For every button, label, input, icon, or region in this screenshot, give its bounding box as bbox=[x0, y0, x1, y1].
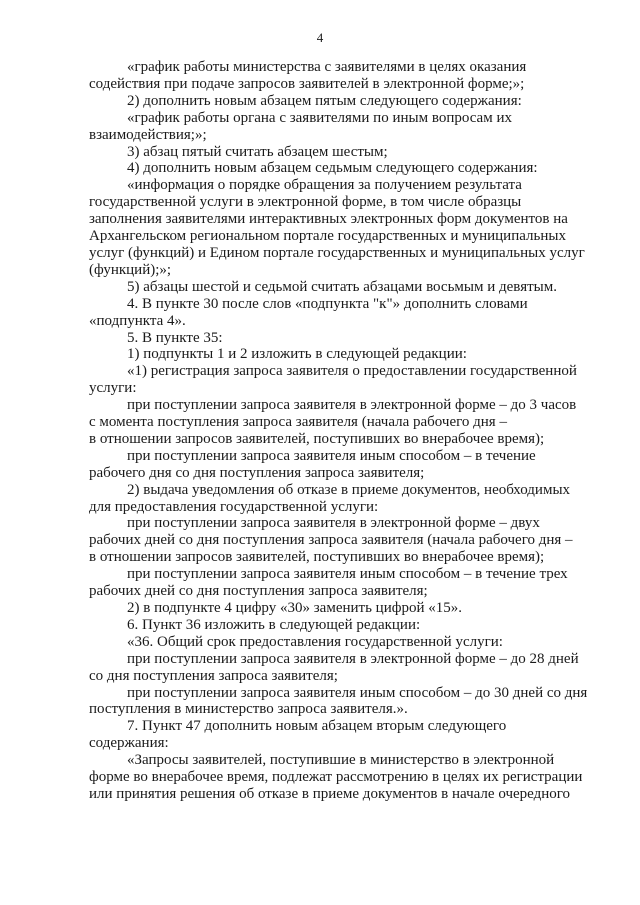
document-paragraph: при поступлении запроса заявителя в электронной форме – двух рабочих дней со дня поступления запроса заявителя (начала рабочего дня – в отношении запросов заявителей, поступивших во внерабочее время); bbox=[89, 515, 573, 566]
document-paragraph: «информация о порядке обращения за получением результата государственной услуги в электронной форме, в том числе образцы заполнения заявителями интерактивных электронных форм документов на Архангельском региональном портале государственных и муниципальных услуг (функций) и Едином портале государственных и муниципальных услуг (функций);»; bbox=[89, 177, 585, 278]
document-paragraph: «1) регистрация запроса заявителя о предоставлении государственной услуги: bbox=[89, 363, 577, 397]
document-paragraph: 2) в подпункте 4 цифру «30» заменить цифрой «15». bbox=[127, 600, 462, 616]
document-paragraph: 2) дополнить новым абзацем пятым следующего содержания: bbox=[127, 92, 522, 109]
document-paragraph: при поступлении запроса заявителя иным способом – до 30 дней со дня поступления в министерство запроса заявителя.». bbox=[89, 684, 588, 718]
document-paragraph: «36. Общий срок предоставления государственной услуги: bbox=[127, 633, 503, 650]
document-paragraph: при поступлении запроса заявителя в электронной форме – до 28 дней со дня поступления запроса заявителя; bbox=[89, 650, 579, 684]
document-paragraph: при поступлении запроса заявителя в электронной форме – до 3 часов с момента поступления запроса заявителя (начала рабочего дня – в отношении запросов заявителей, поступивших во внерабочее время); bbox=[89, 397, 577, 447]
document-paragraph: 4) дополнить новым абзацем седьмым следующего содержания: bbox=[127, 160, 538, 177]
document-paragraph: при поступлении запроса заявителя иным способом – в течение трех рабочих дней со дня поступления запроса заявителя; bbox=[89, 566, 568, 600]
document-paragraph: «Запросы заявителей, поступившие в министерство в электронной форме во внерабочее время, подлежат рассмотрению в целях их регистрации или принятия решения об отказе в приеме документов в начале очередного bbox=[89, 752, 583, 802]
document-paragraph: 3) абзац пятый считать абзацем шестым; bbox=[127, 143, 388, 160]
document-paragraph: 5. В пункте 35: bbox=[127, 329, 223, 346]
document-paragraph: 5) абзацы шестой и седьмой считать абзацами восьмым и девятым. bbox=[127, 278, 557, 295]
document-paragraph: 4. В пункте 30 после слов «подпункта "к"» дополнить словами «подпункта 4». bbox=[89, 295, 528, 329]
page-number: 4 bbox=[316, 30, 324, 45]
document-paragraph: 1) подпункты 1 и 2 изложить в следующей редакции: bbox=[127, 346, 467, 363]
document-paragraph: 2) выдача уведомления об отказе в приеме документов, необходимых для предоставления государственной услуги: bbox=[89, 481, 571, 515]
document-paragraph: 7. Пункт 47 дополнить новым абзацем вторым следующего содержания: bbox=[89, 718, 507, 752]
document-paragraph: «график работы органа с заявителями по иным вопросам их взаимодействия;»; bbox=[89, 109, 512, 143]
document-paragraph: 6. Пункт 36 изложить в следующей редакции: bbox=[127, 616, 421, 633]
document-paragraph: «график работы министерства с заявителями в целях оказания содействия при подаче запросов заявителей в электронной форме;»; bbox=[89, 59, 527, 92]
document-paragraph: при поступлении запроса заявителя иным способом – в течение рабочего дня со дня поступления запроса заявителя; bbox=[89, 447, 536, 481]
document-body bbox=[89, 59, 594, 803]
